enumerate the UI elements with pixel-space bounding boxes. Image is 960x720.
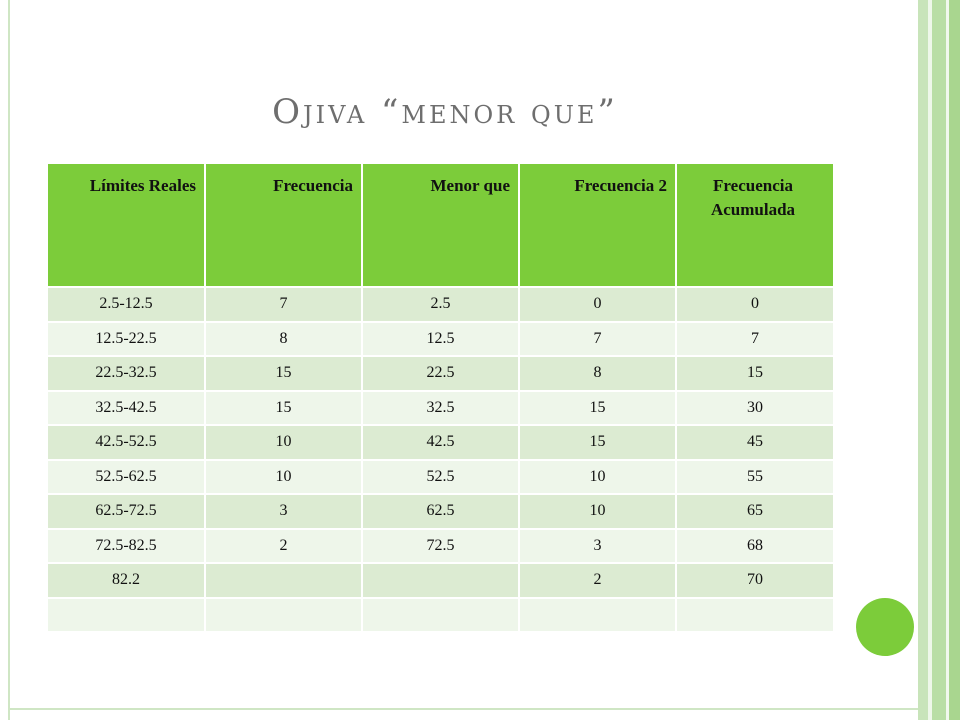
decorative-circle: [856, 598, 914, 656]
cell-menor-que: 2.5: [362, 287, 519, 322]
cell-frecuencia-2: 7: [519, 322, 676, 357]
cell-limites-reales: 72.5-82.5: [48, 529, 205, 564]
table-row: [48, 425, 833, 460]
table-row: [48, 494, 833, 529]
header-menor-que: Menor que: [362, 164, 519, 287]
cell-limites-reales: 52.5-62.5: [48, 460, 205, 495]
cell-limites-reales: [48, 598, 205, 632]
cell-frecuencia-2: 10: [519, 460, 676, 495]
cell-menor-que: 32.5: [362, 391, 519, 426]
cell-frecuencia: 7: [205, 287, 362, 322]
cell-menor-que: 62.5: [362, 494, 519, 529]
cell-frecuencia: 3: [205, 494, 362, 529]
frequency-table: [48, 164, 833, 631]
cell-frecuencia-acumulada: 68: [676, 529, 833, 564]
table-row: [48, 322, 833, 357]
cell-limites-reales: 22.5-32.5: [48, 356, 205, 391]
cell-frecuencia-2: 15: [519, 425, 676, 460]
cell-frecuencia-acumulada: 45: [676, 425, 833, 460]
cell-frecuencia: 15: [205, 356, 362, 391]
cell-limites-reales: 2.5-12.5: [48, 287, 205, 322]
cell-limites-reales: 32.5-42.5: [48, 391, 205, 426]
cell-frecuencia: [205, 598, 362, 632]
table-row: [48, 391, 833, 426]
cell-frecuencia: 15: [205, 391, 362, 426]
cell-frecuencia: 2: [205, 529, 362, 564]
cell-menor-que: 22.5: [362, 356, 519, 391]
cell-frecuencia-acumulada: 7: [676, 322, 833, 357]
cell-frecuencia-2: 2: [519, 563, 676, 598]
cell-frecuencia-2: 3: [519, 529, 676, 564]
table-row: [48, 529, 833, 564]
cell-menor-que: 42.5: [362, 425, 519, 460]
cell-frecuencia-2: 15: [519, 391, 676, 426]
slide-title: Ojiva “menor que”: [272, 92, 618, 132]
cell-limites-reales: 42.5-52.5: [48, 425, 205, 460]
cell-menor-que: 72.5: [362, 529, 519, 564]
cell-frecuencia-2: 10: [519, 494, 676, 529]
slide-right-decoration: [918, 0, 960, 720]
table-row: [48, 287, 833, 322]
table-row: [48, 356, 833, 391]
cell-frecuencia-acumulada: 55: [676, 460, 833, 495]
cell-frecuencia: 10: [205, 460, 362, 495]
header-frecuencia-acumulada: Frecuencia Acumulada: [676, 164, 833, 287]
header-limites-reales: Límites Reales: [48, 164, 205, 287]
table-header-row: [48, 164, 833, 287]
cell-menor-que: 12.5: [362, 322, 519, 357]
cell-frecuencia: 8: [205, 322, 362, 357]
slide-bottom-border: [8, 708, 920, 710]
cell-limites-reales: 62.5-72.5: [48, 494, 205, 529]
cell-menor-que: [362, 563, 519, 598]
cell-frecuencia-acumulada: [676, 598, 833, 632]
cell-menor-que: 52.5: [362, 460, 519, 495]
cell-frecuencia-2: 8: [519, 356, 676, 391]
table-row: [48, 563, 833, 598]
cell-frecuencia-acumulada: 0: [676, 287, 833, 322]
cell-frecuencia-acumulada: 70: [676, 563, 833, 598]
cell-menor-que: [362, 598, 519, 632]
cell-frecuencia-acumulada: 65: [676, 494, 833, 529]
cell-frecuencia-2: 0: [519, 287, 676, 322]
table-body: [48, 287, 833, 631]
table-row: [48, 460, 833, 495]
cell-frecuencia: [205, 563, 362, 598]
table-row: [48, 598, 833, 632]
cell-frecuencia-acumulada: 15: [676, 356, 833, 391]
cell-limites-reales: 82.2: [48, 563, 205, 598]
cell-limites-reales: 12.5-22.5: [48, 322, 205, 357]
cell-frecuencia: 10: [205, 425, 362, 460]
cell-frecuencia-2: [519, 598, 676, 632]
cell-frecuencia-acumulada: 30: [676, 391, 833, 426]
header-frecuencia-2: Frecuencia 2: [519, 164, 676, 287]
header-frecuencia: Frecuencia: [205, 164, 362, 287]
